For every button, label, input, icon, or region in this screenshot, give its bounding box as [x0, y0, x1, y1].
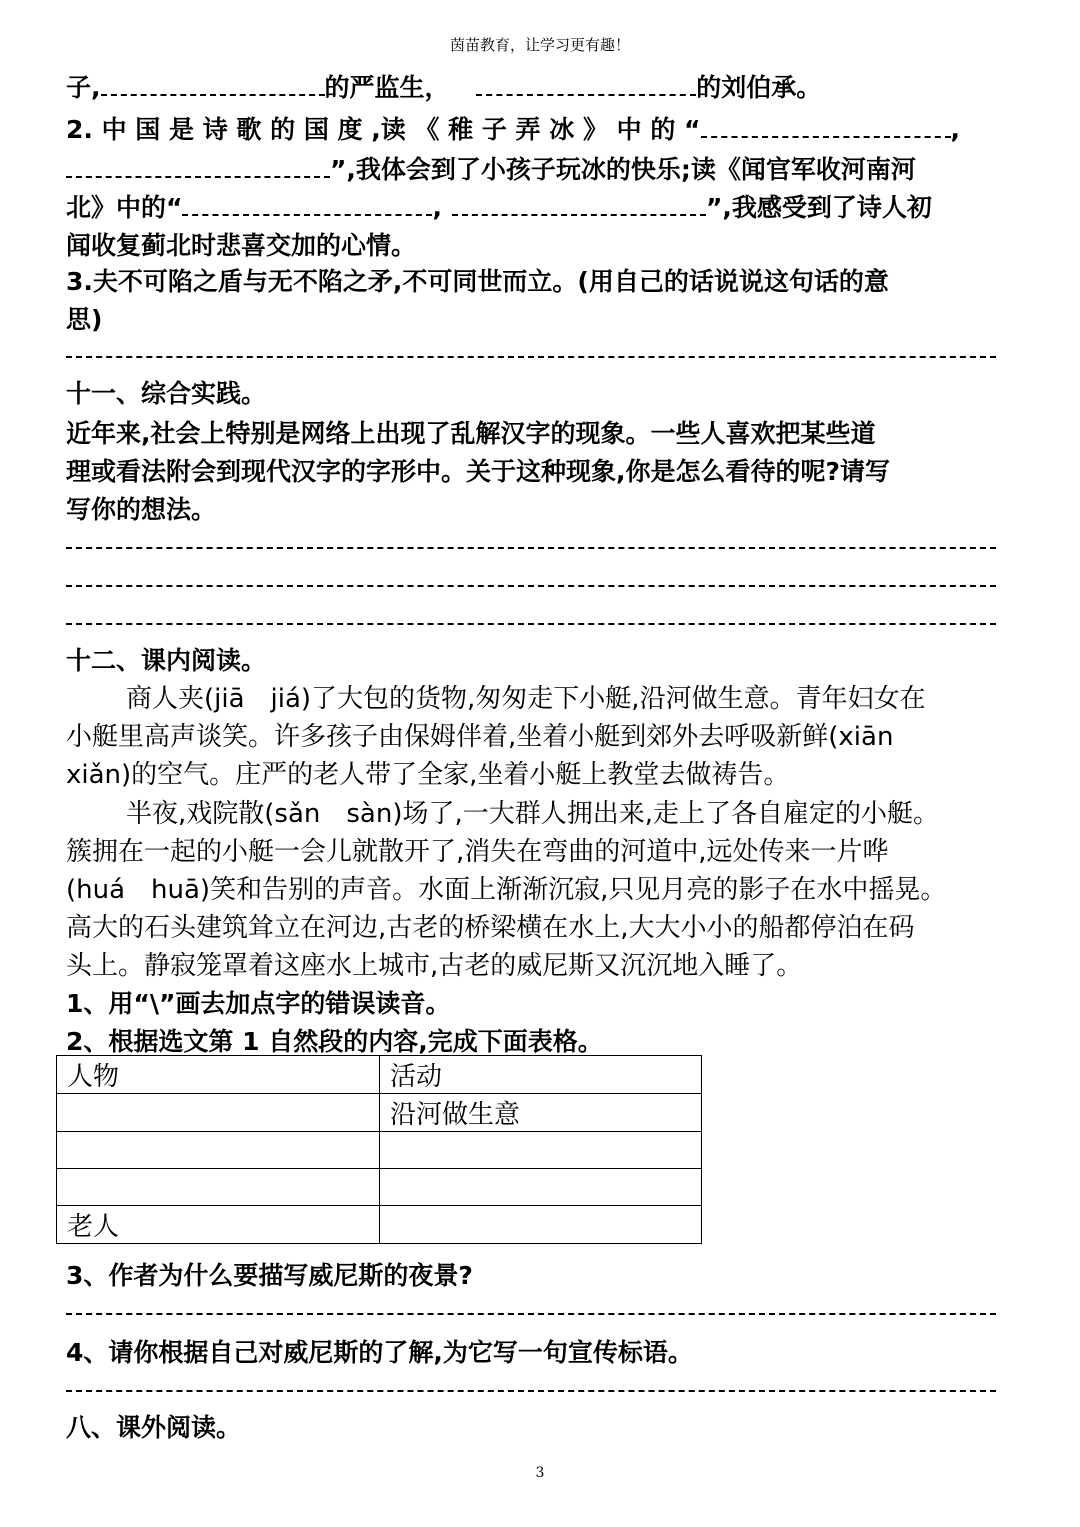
answer-line[interactable]: [66, 585, 996, 587]
answer-blank[interactable]: [66, 174, 330, 178]
question-text: 3、作者为什么要描写威尼斯的夜景?: [66, 1261, 473, 1290]
answer-blank[interactable]: [182, 212, 432, 216]
answer-line[interactable]: [66, 1390, 996, 1392]
passage-line: 半夜,戏院散(sǎn sàn)场了,一大群人拥出来,走上了各自雇定的小艇。: [126, 799, 939, 829]
question-2-line-4: 闻收复蓟北时悲喜交加的心情。: [66, 231, 417, 260]
text: ,: [432, 193, 442, 222]
table-cell[interactable]: 沿河做生意: [380, 1094, 702, 1132]
text: 北》中的“: [66, 193, 183, 222]
answer-line[interactable]: [66, 547, 996, 549]
answer-blank[interactable]: [452, 212, 706, 216]
activity-table: [56, 1055, 702, 1244]
text: 的刘伯承。: [696, 73, 822, 102]
table-cell[interactable]: [380, 1206, 702, 1244]
fill-line-1: [66, 68, 821, 104]
text: ”,我感受到了诗人初: [705, 193, 932, 222]
passage-line: 簇拥在一起的小艇一会儿就散开了,消失在弯曲的河道中,远处传来一片哗: [66, 837, 889, 867]
answer-blank[interactable]: [476, 92, 696, 96]
table-row: [57, 1094, 702, 1132]
table-header-cell: 活动: [380, 1056, 702, 1094]
text: ”,我体会到了小孩子玩冰的快乐;读《闻官军收河南河: [330, 155, 916, 184]
answer-blank[interactable]: [701, 134, 951, 138]
passage-line: 商人夹(jiā jiá)了大包的货物,匆匆走下小艇,沿河做生意。青年妇女在: [126, 684, 926, 714]
text: 2. 中 国 是 诗 歌 的 国 度 ,读 《 稚 子 弄 冰 》 中 的 “: [66, 115, 701, 144]
passage-line: 头上。静寂笼罩着这座水上城市,古老的威尼斯又沉沉地入睡了。: [66, 951, 803, 981]
table-cell[interactable]: [57, 1132, 380, 1169]
table-row: [57, 1132, 702, 1169]
question-text: 4、请你根据自己对威尼斯的了解,为它写一句宣传标语。: [66, 1338, 693, 1367]
section-11-text: 近年来,社会上特别是网络上出现了乱解汉字的现象。一些人喜欢把某些道: [66, 419, 876, 448]
question-2-line-3: [66, 188, 932, 224]
table-header-row: [57, 1056, 702, 1094]
answer-line[interactable]: [66, 623, 996, 625]
answer-line[interactable]: [66, 356, 996, 358]
section-11-text: 理或看法附会到现代汉字的字形中。关于这种现象,你是怎么看待的呢?请写: [66, 457, 891, 486]
table-cell[interactable]: [57, 1094, 380, 1132]
table-row: [57, 1206, 702, 1244]
table-cell[interactable]: [380, 1169, 702, 1206]
section-11-title: 十一、综合实践。: [66, 379, 267, 408]
answer-line[interactable]: [66, 1313, 996, 1315]
text: 的严监生，: [324, 73, 450, 102]
question-2-line-1: [66, 110, 960, 146]
question-text: 2、根据选文第 1 自然段的内容,完成下面表格。: [66, 1027, 603, 1056]
question-3-line-2: 思): [66, 305, 103, 334]
passage-line: (huá huā)笑和告别的声音。水面上渐渐沉寂,只见月亮的影子在水中摇晃。: [66, 875, 947, 905]
table-cell[interactable]: [380, 1132, 702, 1169]
passage-line: 高大的石头建筑耸立在河边,古老的桥梁横在水上,大大小小的船都停泊在码: [66, 913, 915, 943]
section-8-title: 八、课外阅读。: [66, 1413, 242, 1442]
text: 子,: [66, 73, 101, 102]
question-text: 1、用“\”画去加点字的错误读音。: [66, 989, 451, 1018]
section-11-text: 写你的想法。: [66, 495, 217, 524]
page-number: 3: [535, 1465, 545, 1481]
table-header-cell: 人物: [57, 1056, 380, 1094]
table-row: [57, 1169, 702, 1206]
section-12-title: 十二、课内阅读。: [66, 646, 267, 675]
table-cell[interactable]: [57, 1169, 380, 1206]
answer-blank[interactable]: [101, 92, 325, 96]
text: ,: [950, 115, 960, 144]
passage-line: xiǎn)的空气。庄严的老人带了全家,坐着小艇上教堂去做祷告。: [66, 760, 790, 790]
question-2-line-2: [66, 150, 916, 186]
page-header: 茵苗教育，让学习更有趣！: [449, 36, 630, 54]
question-3-line-1: 3.夫不可陷之盾与无不陷之矛,不可同世而立。(用自己的话说说这句话的意: [66, 267, 889, 296]
table-cell[interactable]: 老人: [57, 1206, 380, 1244]
passage-line: 小艇里高声谈笑。许多孩子由保姆伴着,坐着小艇到郊外去呼吸新鲜(xiān: [66, 722, 894, 752]
